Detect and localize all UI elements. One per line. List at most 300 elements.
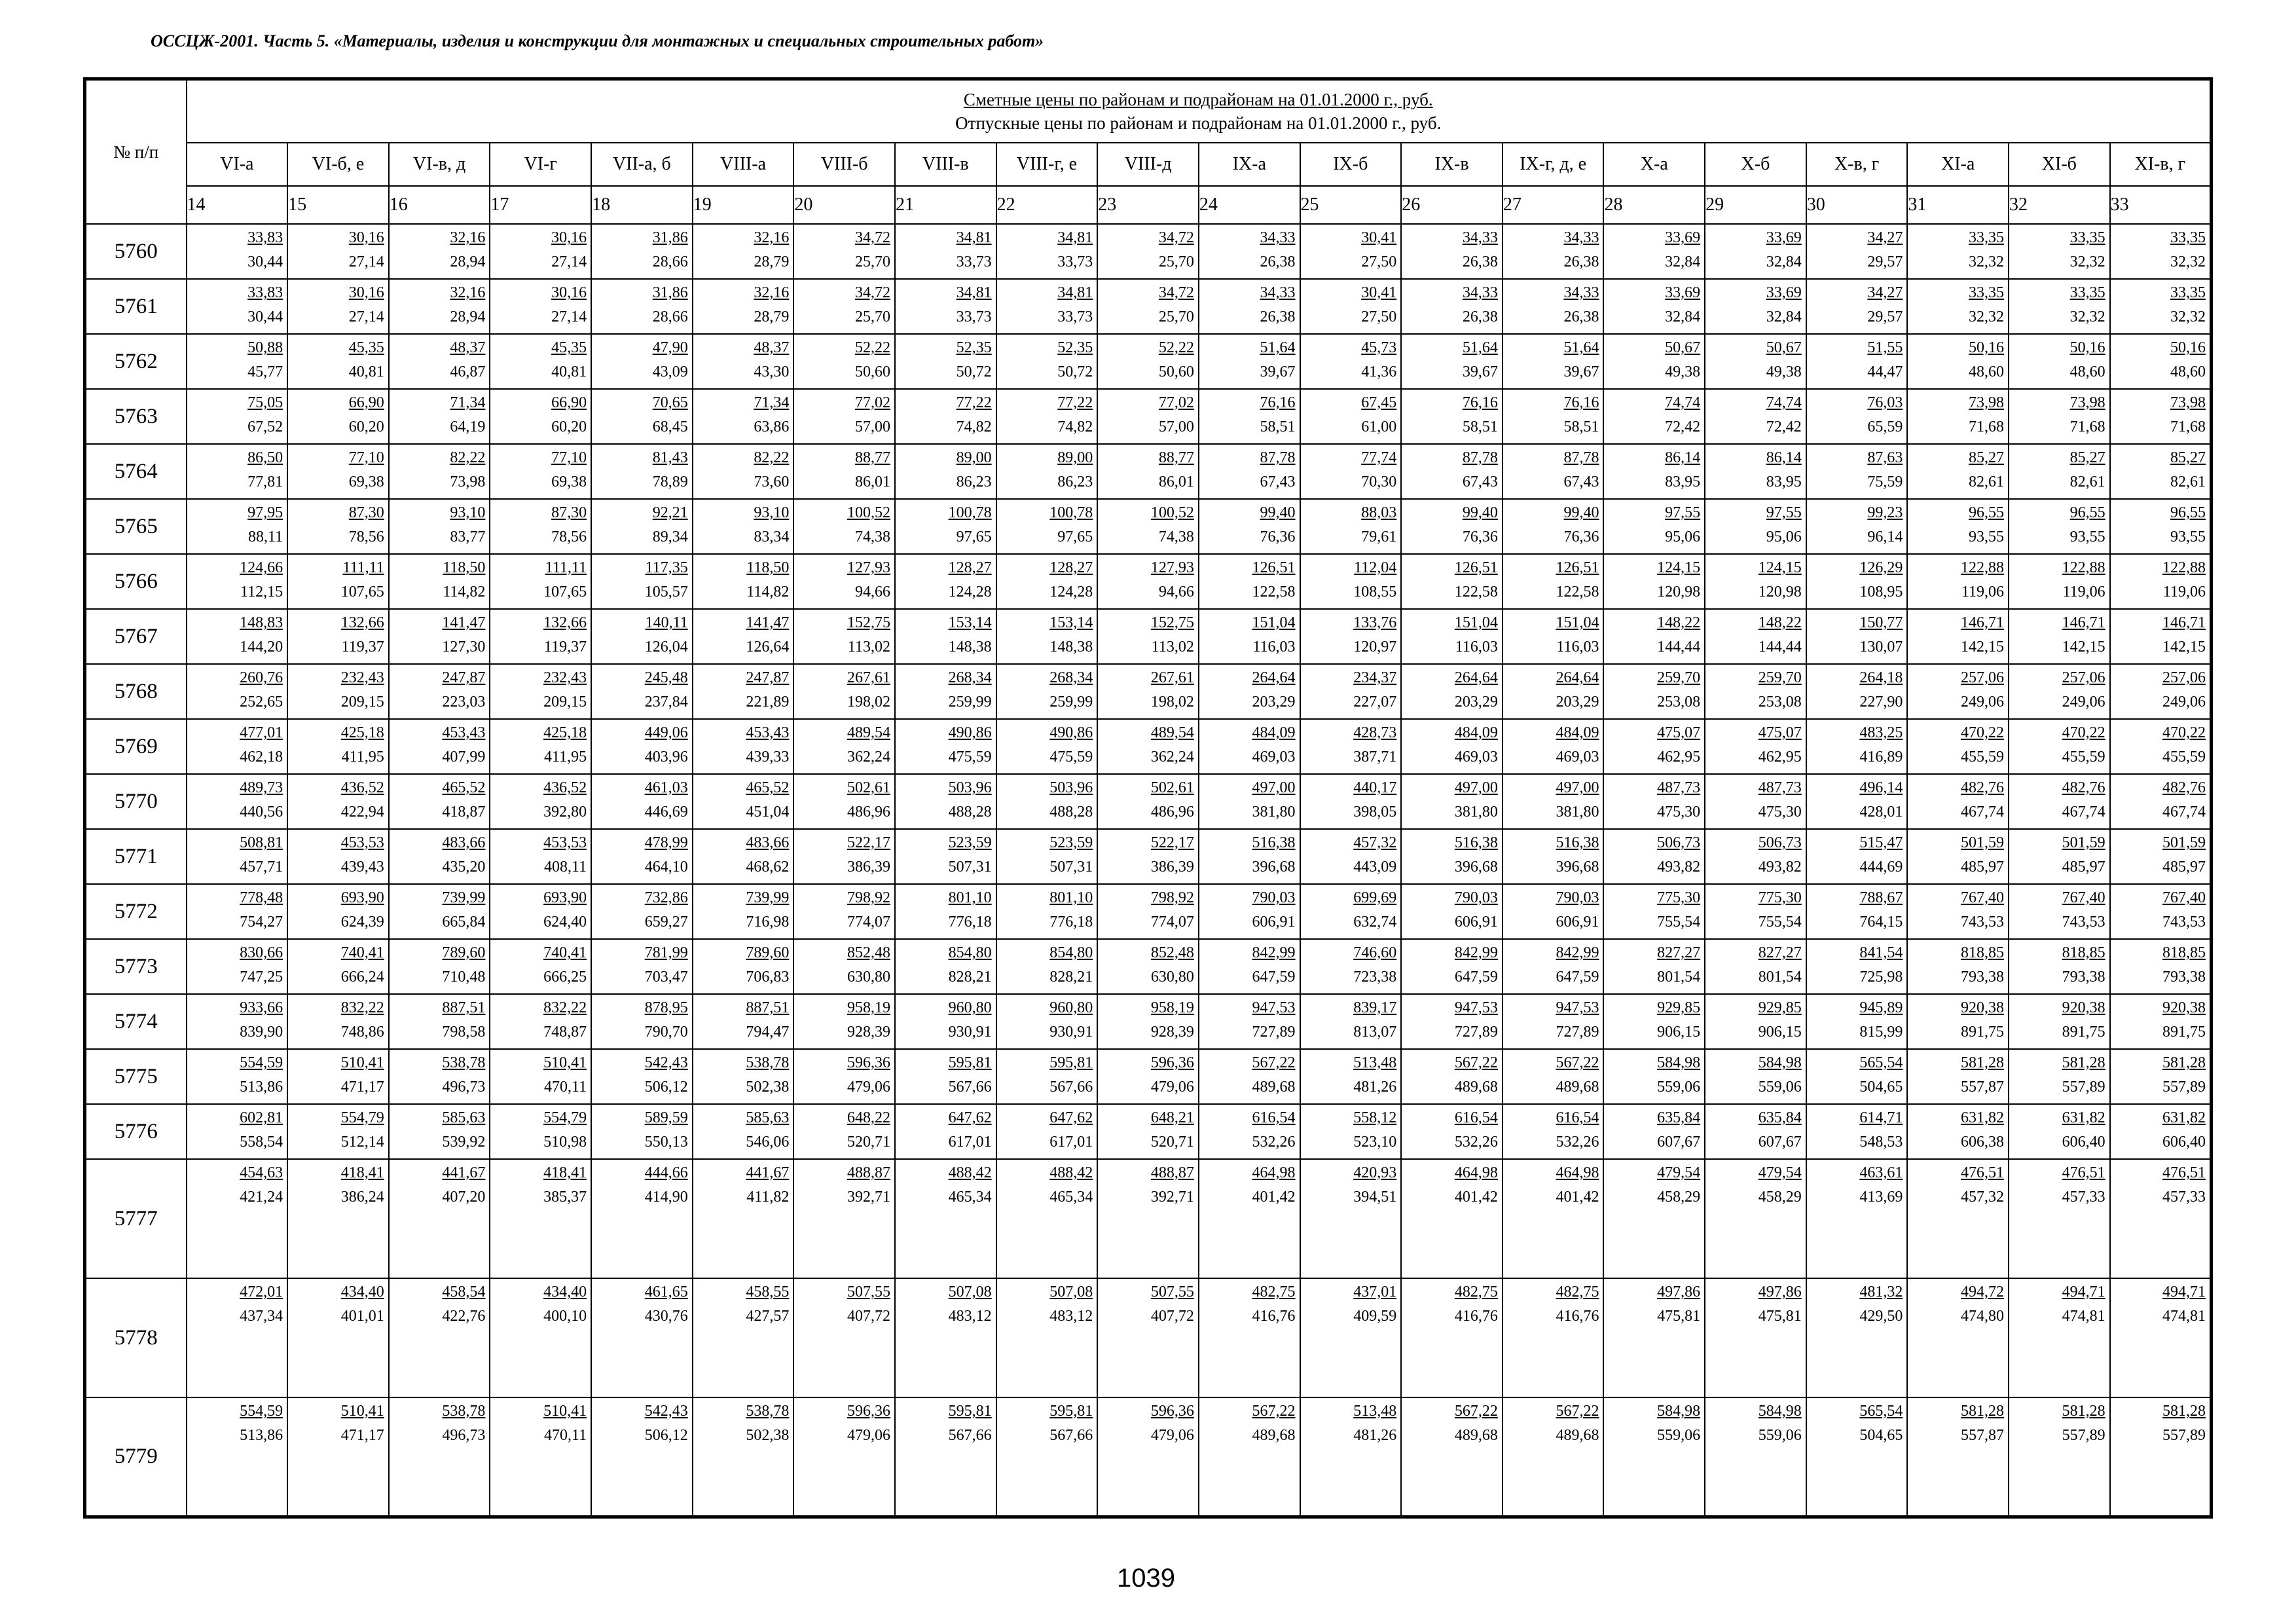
estimate-price: 558,12 (1353, 1109, 1397, 1126)
release-price: 48,60 (2069, 363, 2105, 380)
release-price: 475,59 (948, 748, 992, 766)
release-price: 710,48 (442, 969, 486, 986)
price-cell (287, 444, 389, 499)
price-cell (2009, 609, 2110, 664)
release-price: 455,59 (2062, 748, 2105, 766)
price-cell (1199, 719, 1300, 774)
district-header: X-в, г (1806, 143, 1908, 186)
release-price: 507,31 (948, 858, 992, 876)
release-price: 108,95 (1859, 583, 1903, 600)
price-cell (1503, 774, 1604, 829)
price-cell (187, 1278, 288, 1397)
price-cell (1705, 279, 1806, 334)
price-cell (1705, 334, 1806, 389)
price-cell (895, 1278, 996, 1397)
release-price: 617,01 (1049, 1134, 1093, 1151)
estimate-price: 496,14 (1859, 779, 1903, 796)
release-price: 455,59 (1961, 748, 2005, 766)
release-price: 801,54 (1657, 969, 1701, 986)
estimate-price: 50,16 (2069, 339, 2105, 356)
estimate-price: 635,84 (1657, 1109, 1701, 1126)
estimate-price: 481,32 (1859, 1283, 1903, 1301)
estimate-price: 34,33 (1563, 229, 1599, 246)
estimate-price: 126,51 (1252, 559, 1296, 576)
release-price: 396,68 (1252, 858, 1296, 876)
estimate-price: 767,40 (2162, 889, 2206, 906)
table-row (85, 609, 2212, 664)
estimate-price: 483,25 (1859, 724, 1903, 741)
release-price: 72,42 (1665, 418, 1701, 435)
price-cell (996, 1159, 1098, 1278)
price-cell (1503, 499, 1604, 554)
district-header: VIII-а (693, 143, 794, 186)
estimate-price: 51,55 (1867, 339, 1903, 356)
estimate-price: 841,54 (1859, 944, 1903, 961)
price-cell (1199, 829, 1300, 884)
estimate-price: 81,43 (652, 449, 688, 466)
estimate-price: 479,54 (1657, 1164, 1701, 1181)
estimate-price: 48,37 (754, 339, 790, 356)
price-cell (1097, 1049, 1199, 1104)
release-price: 48,60 (2170, 363, 2206, 380)
estimate-price: 488,87 (847, 1164, 890, 1181)
price-cell (187, 554, 288, 609)
estimate-price: 51,64 (1462, 339, 1498, 356)
price-cell (1603, 939, 1705, 994)
release-price: 462,18 (240, 748, 283, 766)
release-price: 50,60 (854, 363, 890, 380)
price-cell (1705, 719, 1806, 774)
table-row (85, 884, 2212, 939)
price-cell (591, 1397, 693, 1517)
release-price: 606,91 (1556, 913, 1599, 931)
release-price: 27,50 (1361, 308, 1397, 325)
release-price: 624,40 (543, 913, 587, 931)
price-cell (187, 499, 288, 554)
column-index: 26 (1401, 186, 1503, 224)
estimate-price: 34,72 (854, 284, 890, 301)
release-price: 113,02 (1151, 638, 1194, 655)
estimate-price: 739,99 (442, 889, 486, 906)
price-cell (1503, 664, 1604, 719)
release-price: 401,42 (1556, 1189, 1599, 1206)
estimate-price: 483,66 (746, 834, 790, 851)
estimate-price: 93,10 (754, 504, 790, 521)
estimate-price: 425,18 (543, 724, 587, 741)
estimate-price: 457,32 (1353, 834, 1397, 851)
price-cell (389, 444, 490, 499)
price-cell (490, 279, 591, 334)
price-cell (1705, 389, 1806, 444)
column-index: 17 (490, 186, 591, 224)
release-price: 148,38 (1049, 638, 1093, 655)
estimate-price: 30,41 (1361, 229, 1397, 246)
price-cell (1503, 994, 1604, 1049)
release-price: 403,96 (644, 748, 688, 766)
release-price: 119,06 (2062, 583, 2105, 600)
release-price: 86,01 (1158, 473, 1194, 490)
estimate-price: 141,47 (746, 614, 790, 631)
estimate-price: 502,61 (847, 779, 890, 796)
estimate-price: 30,16 (348, 229, 384, 246)
estimate-price: 96,55 (2069, 504, 2105, 521)
release-price: 755,54 (1657, 913, 1701, 931)
release-price: 209,15 (543, 693, 587, 710)
release-price: 548,53 (1859, 1134, 1903, 1151)
estimate-price: 830,66 (240, 944, 283, 961)
estimate-price: 538,78 (746, 1403, 790, 1420)
price-cell (1907, 609, 2009, 664)
release-price: 523,10 (1353, 1134, 1397, 1151)
release-price: 815,99 (1859, 1024, 1903, 1041)
estimate-price: 484,09 (1556, 724, 1599, 741)
row-number: 5775 (85, 1049, 187, 1104)
price-cell (693, 884, 794, 939)
estimate-price: 516,38 (1556, 834, 1599, 851)
release-price: 462,95 (1657, 748, 1701, 766)
release-price: 25,70 (854, 308, 890, 325)
price-cell (1806, 994, 1908, 1049)
district-header: VIII-д (1097, 143, 1199, 186)
estimate-price: 465,52 (746, 779, 790, 796)
column-index: 16 (389, 186, 490, 224)
price-cell (1401, 1049, 1503, 1104)
release-price: 418,87 (442, 803, 486, 821)
estimate-price: 437,01 (1353, 1283, 1397, 1301)
price-cell (187, 719, 288, 774)
estimate-price: 30,41 (1361, 284, 1397, 301)
estimate-price: 82,22 (754, 449, 790, 466)
release-price: 479,06 (1150, 1079, 1194, 1096)
estimate-price: 126,29 (1859, 559, 1903, 576)
estimate-price: 76,16 (1563, 394, 1599, 411)
price-cell (187, 1397, 288, 1517)
release-price: 557,89 (2162, 1427, 2206, 1444)
table-row (85, 554, 2212, 609)
estimate-price: 584,98 (1657, 1054, 1701, 1071)
estimate-price: 494,71 (2162, 1283, 2206, 1301)
estimate-price: 67,45 (1361, 394, 1397, 411)
price-cell (187, 389, 288, 444)
release-price: 93,55 (2170, 528, 2206, 545)
release-price: 414,90 (644, 1189, 688, 1206)
estimate-price: 87,78 (1462, 449, 1498, 466)
price-cell (591, 499, 693, 554)
estimate-price: 488,42 (948, 1164, 992, 1181)
price-cell (287, 1104, 389, 1159)
release-price: 407,72 (1150, 1308, 1194, 1325)
price-cell (693, 664, 794, 719)
estimate-price: 260,76 (240, 669, 283, 686)
release-price: 457,33 (2162, 1189, 2206, 1206)
price-cell (1097, 774, 1199, 829)
release-price: 259,99 (1049, 693, 1093, 710)
price-cell (1806, 1049, 1908, 1104)
price-cell (1705, 939, 1806, 994)
estimate-price: 616,54 (1556, 1109, 1599, 1126)
estimate-price: 434,40 (340, 1283, 384, 1301)
price-cell (187, 279, 288, 334)
price-cell (1705, 664, 1806, 719)
estimate-price: 585,63 (746, 1109, 790, 1126)
estimate-price: 635,84 (1758, 1109, 1802, 1126)
release-price: 381,80 (1252, 803, 1296, 821)
table-row (85, 1397, 2212, 1517)
release-price: 71,68 (2069, 418, 2105, 435)
price-cell (1806, 334, 1908, 389)
release-price: 28,94 (450, 308, 486, 325)
price-cell (1806, 1278, 1908, 1397)
column-index: 25 (1300, 186, 1402, 224)
price-cell (1097, 444, 1199, 499)
price-cell (1705, 994, 1806, 1049)
estimate-price: 259,70 (1657, 669, 1701, 686)
price-cell (287, 1049, 389, 1104)
release-price: 813,07 (1353, 1024, 1397, 1041)
row-number: 5766 (85, 554, 187, 609)
release-price: 124,28 (948, 583, 992, 600)
price-cell (287, 1278, 389, 1397)
estimate-price: 522,17 (847, 834, 890, 851)
estimate-price: 581,28 (2162, 1403, 2206, 1420)
price-cell (2110, 719, 2212, 774)
price-cell (591, 884, 693, 939)
estimate-price: 133,76 (1353, 614, 1397, 631)
release-price: 386,24 (340, 1189, 384, 1206)
price-cell (287, 279, 389, 334)
estimate-price: 789,60 (746, 944, 790, 961)
estimate-price: 74,74 (1766, 394, 1802, 411)
estimate-price: 648,21 (1150, 1109, 1194, 1126)
release-price: 203,29 (1252, 693, 1296, 710)
release-price: 94,66 (854, 583, 890, 600)
estimate-price: 97,55 (1766, 504, 1802, 521)
estimate-price: 146,71 (2162, 614, 2206, 631)
estimate-price: 631,82 (2162, 1109, 2206, 1126)
price-cell (895, 389, 996, 444)
price-cell (490, 774, 591, 829)
release-price: 26,38 (1563, 253, 1599, 270)
estimate-price: 257,06 (1961, 669, 2005, 686)
price-cell (2009, 554, 2110, 609)
estimate-price: 66,90 (551, 394, 587, 411)
release-price: 557,89 (2062, 1079, 2105, 1096)
release-price: 49,38 (1766, 363, 1802, 380)
release-price: 65,59 (1867, 418, 1903, 435)
release-price: 828,21 (1049, 969, 1093, 986)
release-price: 114,82 (746, 583, 790, 600)
release-price: 30,44 (247, 308, 283, 325)
release-price: 416,76 (1556, 1308, 1599, 1325)
estimate-price: 693,90 (543, 889, 587, 906)
release-price: 114,82 (443, 583, 486, 600)
release-price: 444,69 (1859, 858, 1903, 876)
release-price: 506,12 (644, 1427, 688, 1444)
price-cell (2110, 829, 2212, 884)
release-price: 122,58 (1454, 583, 1498, 600)
estimate-price: 34,81 (956, 284, 992, 301)
price-cell (793, 554, 895, 609)
price-cell (1705, 774, 1806, 829)
price-cell (287, 884, 389, 939)
price-cell (996, 554, 1098, 609)
price-cell (1300, 1397, 1402, 1517)
district-header: X-б (1705, 143, 1806, 186)
district-header-row (85, 143, 2212, 186)
estimate-price: 86,14 (1665, 449, 1701, 466)
price-cell (1401, 389, 1503, 444)
price-cell (895, 444, 996, 499)
estimate-price: 818,85 (2162, 944, 2206, 961)
page-number: 1039 (1117, 1564, 1175, 1593)
row-number: 5762 (85, 334, 187, 389)
estimate-price: 50,16 (1969, 339, 2005, 356)
price-cell (187, 774, 288, 829)
estimate-price: 152,75 (847, 614, 890, 631)
estimate-price: 441,67 (442, 1164, 486, 1181)
release-price: 69,38 (348, 473, 384, 490)
estimate-price: 74,74 (1665, 394, 1701, 411)
price-cell (2009, 1397, 2110, 1517)
release-price: 790,70 (644, 1024, 688, 1041)
estimate-price: 595,81 (948, 1054, 992, 1071)
estimate-price: 418,41 (340, 1164, 384, 1181)
district-header: IX-а (1199, 143, 1300, 186)
release-price: 474,81 (2062, 1308, 2105, 1325)
release-price: 891,75 (1961, 1024, 2005, 1041)
release-price: 801,54 (1758, 969, 1802, 986)
price-cell (1300, 884, 1402, 939)
price-cell (2009, 774, 2110, 829)
release-price: 481,26 (1353, 1427, 1397, 1444)
estimate-price: 465,52 (442, 779, 486, 796)
estimate-price: 34,81 (1057, 284, 1093, 301)
release-price: 82,61 (1969, 473, 2005, 490)
release-price: 716,98 (746, 913, 790, 931)
estimate-price: 267,61 (1150, 669, 1194, 686)
estimate-price: 418,41 (543, 1164, 587, 1181)
estimate-price: 790,03 (1252, 889, 1296, 906)
release-price: 727,89 (1454, 1024, 1498, 1041)
estimate-price: 100,78 (1049, 504, 1093, 521)
release-price: 86,23 (1057, 473, 1093, 490)
estimate-price: 441,67 (746, 1164, 790, 1181)
price-cell (1097, 499, 1199, 554)
price-cell (490, 1397, 591, 1517)
price-cell (693, 1104, 794, 1159)
column-index: 32 (2009, 186, 2110, 224)
estimate-price: 434,40 (543, 1283, 587, 1301)
price-cell (1401, 279, 1503, 334)
release-price: 407,99 (442, 748, 486, 766)
price-cell (895, 499, 996, 554)
estimate-price: 854,80 (948, 944, 992, 961)
estimate-price: 506,73 (1657, 834, 1701, 851)
price-cell (2110, 939, 2212, 994)
price-cell (187, 829, 288, 884)
column-index: 28 (1603, 186, 1705, 224)
estimate-price: 781,99 (644, 944, 688, 961)
estimate-price: 111,11 (545, 559, 587, 576)
estimate-price: 801,10 (1049, 889, 1093, 906)
estimate-price: 92,21 (652, 504, 688, 521)
price-cell (187, 1159, 288, 1278)
price-cell (1300, 224, 1402, 279)
price-cell (1097, 719, 1199, 774)
price-cell (591, 389, 693, 444)
estimate-price: 87,78 (1563, 449, 1599, 466)
estimate-price: 947,53 (1252, 999, 1296, 1016)
estimate-price: 52,35 (1057, 339, 1093, 356)
release-price: 67,43 (1260, 473, 1296, 490)
release-price: 474,80 (1961, 1308, 2005, 1325)
price-cell (1097, 664, 1199, 719)
price-cell (793, 1049, 895, 1104)
estimate-price: 32,16 (450, 229, 486, 246)
estimate-price: 34,81 (1057, 229, 1093, 246)
release-price: 203,29 (1556, 693, 1599, 710)
price-cell (693, 1049, 794, 1104)
price-cell (1705, 499, 1806, 554)
table-row (85, 1159, 2212, 1278)
estimate-price: 30,16 (348, 284, 384, 301)
estimate-price: 523,59 (1049, 834, 1093, 851)
release-price: 488,28 (1049, 803, 1093, 821)
table-row (85, 664, 2212, 719)
table-row (85, 939, 2212, 994)
release-price: 97,65 (956, 528, 992, 545)
price-cell (2110, 1049, 2212, 1104)
table-row (85, 1104, 2212, 1159)
release-price: 44,47 (1867, 363, 1903, 380)
estimate-price: 87,63 (1867, 449, 1903, 466)
price-cell (2110, 224, 2212, 279)
release-price: 439,43 (340, 858, 384, 876)
estimate-price: 693,90 (340, 889, 384, 906)
estimate-price: 454,63 (240, 1164, 283, 1181)
release-price: 485,97 (2062, 858, 2105, 876)
release-price: 559,06 (1758, 1427, 1802, 1444)
price-cell (1300, 1104, 1402, 1159)
estimate-price: 482,75 (1556, 1283, 1599, 1301)
release-price: 493,82 (1657, 858, 1701, 876)
estimate-price: 960,80 (1049, 999, 1093, 1016)
release-price: 428,01 (1859, 803, 1903, 821)
release-price: 407,20 (442, 1189, 486, 1206)
release-price: 33,73 (1057, 308, 1093, 325)
release-price: 63,86 (754, 418, 790, 435)
price-cell (793, 389, 895, 444)
release-price: 743,53 (2062, 913, 2105, 931)
release-price: 496,73 (442, 1079, 486, 1096)
release-price: 400,10 (543, 1308, 587, 1325)
release-price: 439,33 (746, 748, 790, 766)
price-cell (1097, 224, 1199, 279)
release-price: 73,60 (754, 473, 790, 490)
price-cell (2009, 939, 2110, 994)
price-cell (693, 279, 794, 334)
estimate-price: 33,69 (1766, 229, 1802, 246)
price-cell (1300, 499, 1402, 554)
price-cell (287, 334, 389, 389)
price-cell (996, 444, 1098, 499)
price-cell (1097, 994, 1199, 1049)
release-price: 489,68 (1252, 1427, 1296, 1444)
price-cell (1401, 499, 1503, 554)
estimate-price: 490,86 (948, 724, 992, 741)
estimate-price: 920,38 (2162, 999, 2206, 1016)
estimate-price: 48,37 (450, 339, 486, 356)
